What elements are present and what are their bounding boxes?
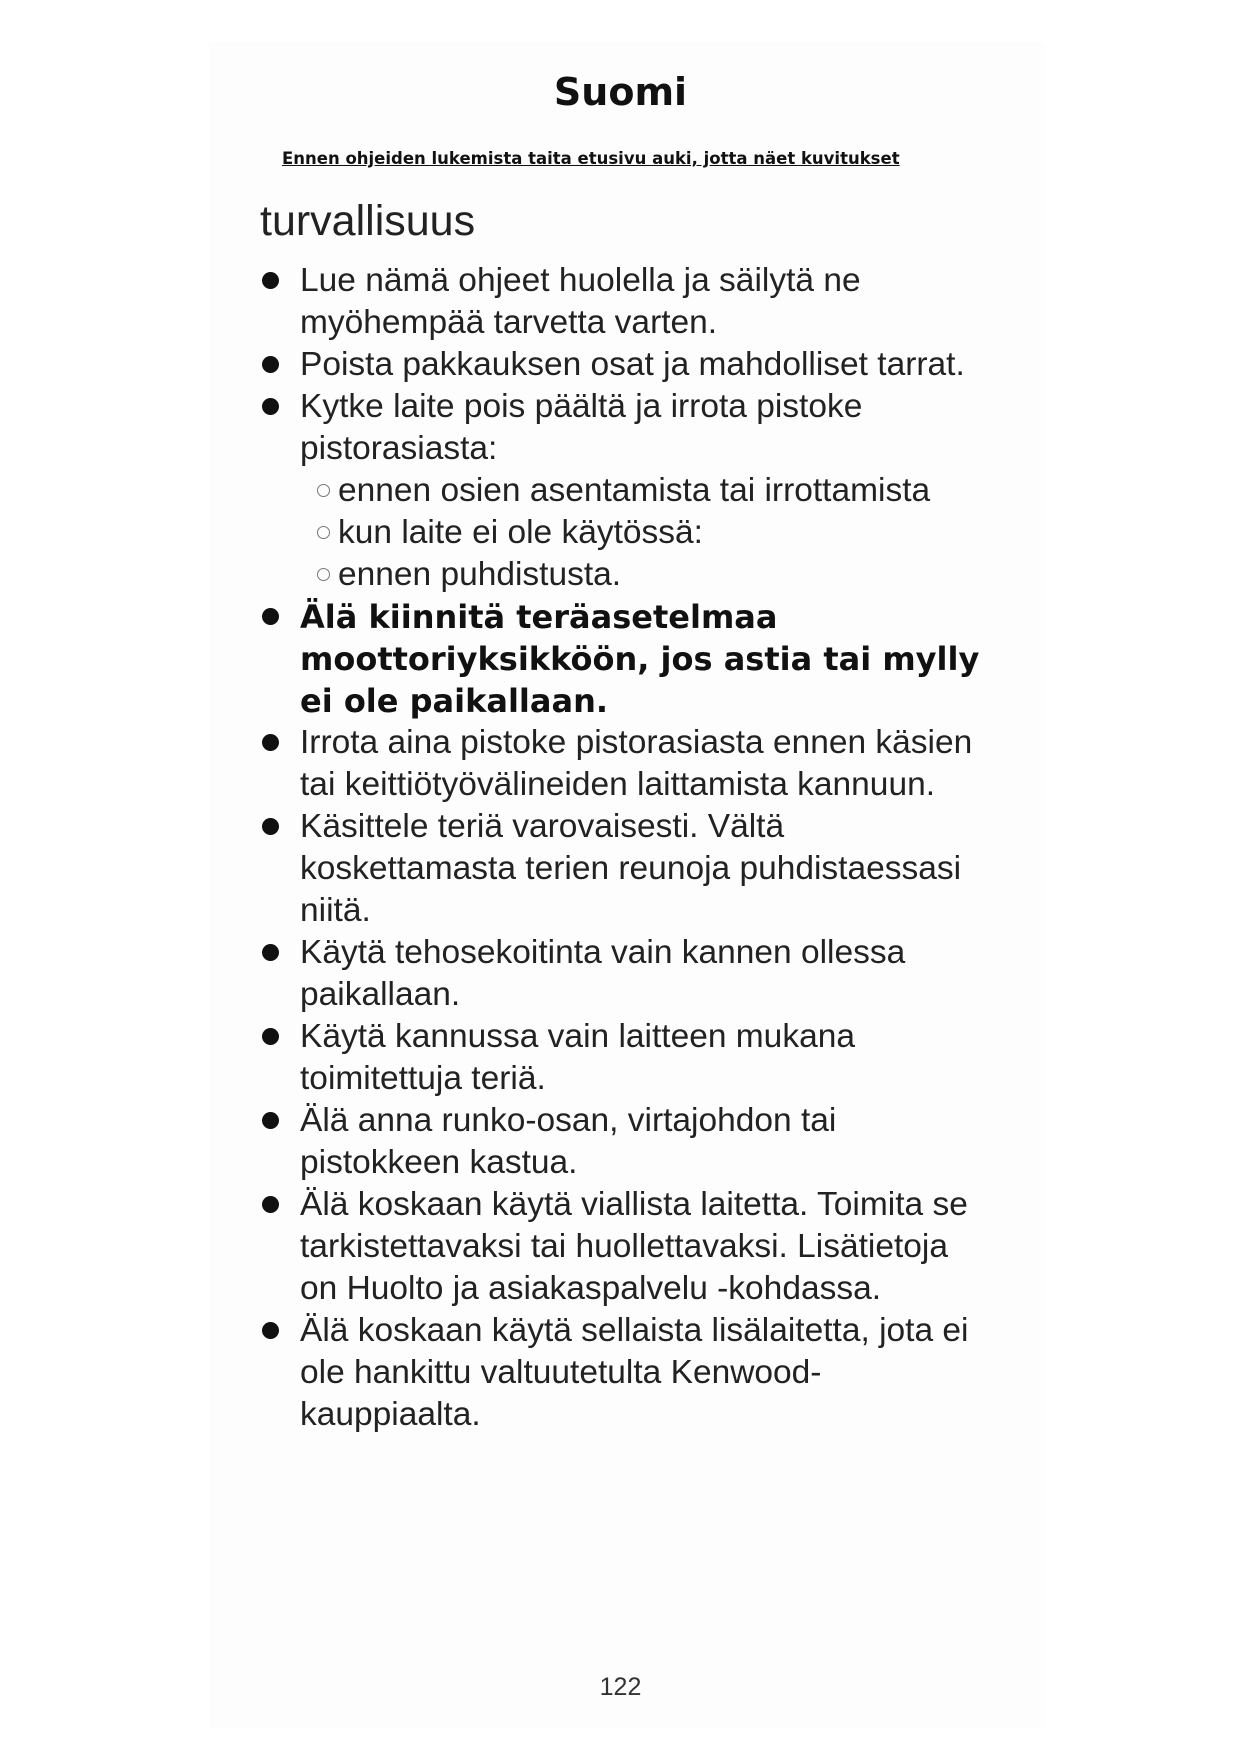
safety-subitem: [317, 470, 980, 512]
bullet-icon: [262, 1322, 279, 1339]
bullet-icon: [262, 272, 279, 289]
bullet-icon: [262, 944, 279, 961]
safety-item-text: Käytä kannussa vain laitteen mukana toimitettuja teriä.: [300, 1018, 855, 1097]
safety-sublist: [300, 470, 980, 596]
fold-out-notice: Ennen ohjeiden lukemista taita etusivu auki, jotta näet kuvitukset: [282, 149, 900, 168]
safety-item: [260, 260, 980, 344]
bullet-icon: [262, 734, 279, 751]
hollow-bullet-icon: [317, 568, 330, 581]
safety-item-text: Irrota aina pistoke pistorasiasta ennen käsien tai keittiötyövälineiden laittamista kannuun.: [300, 724, 973, 803]
safety-item: [260, 1184, 980, 1310]
bullet-icon: [262, 356, 279, 373]
safety-item: [260, 386, 980, 596]
safety-item: [260, 722, 980, 806]
hollow-bullet-icon: [317, 484, 330, 497]
safety-subitem: [317, 512, 980, 554]
safety-item: [260, 932, 980, 1016]
safety-item-text: Älä kiinnitä teräasetelmaa moottoriyksikköön, jos astia tai mylly ei ole paikallaan.: [300, 598, 980, 720]
safety-item-warning: [260, 596, 980, 722]
safety-list: [260, 260, 980, 1436]
bullet-icon: [262, 608, 279, 625]
bullet-icon: [262, 398, 279, 415]
safety-item: [260, 1100, 980, 1184]
bullet-icon: [262, 1112, 279, 1129]
safety-item-text: Älä anna runko-osan, virtajohdon tai pistokkeen kastua.: [300, 1102, 837, 1181]
safety-item: [260, 344, 980, 386]
safety-item-text: Älä koskaan käytä viallista laitetta. Toimita se tarkistettavaksi tai huollettavaksi. Lisätietoja on Huolto ja asiakaspalvelu -kohdassa.: [300, 1186, 968, 1307]
safety-item-text: Käytä tehosekoitinta vain kannen ollessa paikallaan.: [300, 934, 906, 1013]
safety-item: [260, 1310, 980, 1436]
safety-item-text: Kytke laite pois päältä ja irrota pistoke pistorasiasta:: [300, 388, 863, 467]
bullet-icon: [262, 818, 279, 835]
page-number: 122: [599, 1673, 642, 1701]
safety-item: [260, 806, 980, 932]
safety-subitem-text: ennen osien asentamista tai irrottamista: [338, 472, 931, 509]
section-heading-safety: turvallisuus: [260, 197, 476, 245]
safety-item-text: Käsittele teriä varovaisesti. Vältä koskettamasta terien reunoja puhdistaessasi niitä.: [300, 808, 962, 929]
safety-subitem-text: kun laite ei ole käytössä:: [338, 514, 703, 551]
bullet-icon: [262, 1028, 279, 1045]
hollow-bullet-icon: [317, 526, 330, 539]
safety-item-text: Poista pakkauksen osat ja mahdolliset tarrat.: [300, 346, 965, 383]
safety-item-text: Lue nämä ohjeet huolella ja säilytä ne myöhempää tarvetta varten.: [300, 262, 861, 341]
safety-item: [260, 1016, 980, 1100]
bullet-icon: [262, 1196, 279, 1213]
page-title: Suomi: [553, 70, 688, 114]
safety-subitem-text: ennen puhdistusta.: [338, 556, 622, 593]
safety-item-text: Älä koskaan käytä sellaista lisälaitetta, jota ei ole hankittu valtuutetulta Kenwood-kauppiaalta.: [300, 1312, 969, 1433]
safety-subitem: [317, 554, 980, 596]
